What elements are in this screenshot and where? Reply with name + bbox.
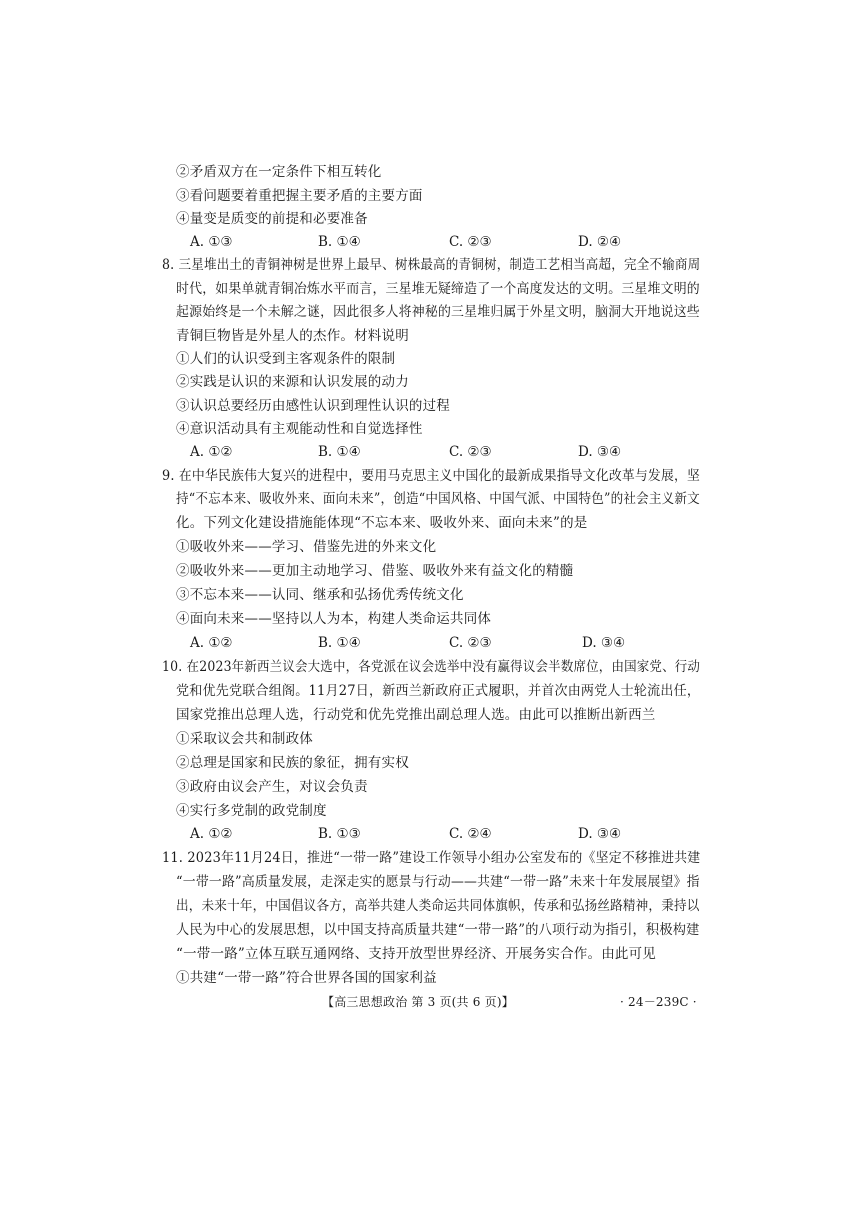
option-item-4: ④量变是质变的前提和必要准备 [176,211,368,227]
q8-stem-line: 起源始终是一个未解之谜，因此很多人将神秘的三星堆归属于外星文明，脑洞大开地说这些 [176,304,700,320]
q10-item: ④实行多党制的政党制度 [176,803,327,819]
q9-choice-d: D. ③④ [582,635,626,651]
q10-choice-d: D. ③④ [578,826,622,842]
q10-item: ②总理是国家和民族的象征，拥有实权 [176,755,409,771]
q8-choice-c: C. ②③ [449,444,492,460]
q9-item: ②吸收外来——更加主动地学习、借鉴、吸收外来有益文化的精髓 [176,563,574,579]
q11-stem-line: “一带一路”高质量发展，走深走实的愿景与行动——共建“一带一路”未来十年发展展望》指 [176,874,700,890]
option-item-2: ②矛盾双方在一定条件下相互转化 [176,164,382,180]
q8-choice-a: A. ①② [190,444,233,460]
choice-a: A. ①③ [190,234,233,250]
q10-item: ①采取议会共和制政体 [176,731,313,747]
q9-choice-a: A. ①② [190,635,233,651]
q11-stem-line: 人民为中心的发展思想，以中国支持高质量共建“一带一路”的八项行动为指引，积极构建 [176,922,700,938]
q11-stem-line: 11. 2023年11月24日，推进“一带一路”建设工作领导小组办公室发布的《坚定不移推进共建 [162,850,701,866]
option-item-3: ③看问题要着重把握主要矛盾的主要方面 [176,188,423,204]
choice-c: C. ②③ [449,234,492,250]
q11-item: ①共建“一带一路”符合世界各国的国家利益 [176,970,437,986]
q9-item: ①吸收外来——学习、借鉴先进的外来文化 [176,539,437,555]
page-footer-code: · 24－239C · [620,995,697,1009]
q8-choice-d: D. ③④ [578,444,622,460]
q9-choice-c: C. ②③ [449,635,492,651]
choice-b: B. ①④ [318,234,361,250]
q11-stem-line: “一带一路”立体互联互通网络、支持开放型世界经济、开展务实合作。由此可见 [176,946,657,962]
q11-stem-line: 出，未来十年，中国倡议各方，高举共建人类命运共同体旗帜，传承和弘扬丝路精神，秉持以 [176,898,700,914]
q10-stem-line: 国家党推出总理人选，行动党和优先党推出副总理人选。由此可以推断出新西兰 [176,707,656,723]
q10-choice-c: C. ②④ [449,826,492,842]
q9-item: ④面向未来——坚持以人为本，构建人类命运共同体 [176,611,492,627]
q10-choice-b: B. ①③ [318,826,361,842]
q9-stem-line: 9. 在中华民族伟大复兴的进程中，要用马克思主义中国化的最新成果指导文化改革与发展，坚 [162,468,701,484]
q8-item: ③认识总要经历由感性认识到理性认识的过程 [176,398,450,414]
q8-item: ①人们的认识受到主客观条件的限制 [176,351,396,367]
page-footer-title: 【高三思想政治 第 3 页(共 6 页)】 [322,995,514,1009]
q8-stem-line: 青铜巨物皆是外星人的杰作。材料说明 [176,328,409,344]
q10-stem-line: 党和优先党联合组阁。11月27日，新西兰新政府正式履职，并首次由两党人士轮流出任， [176,683,701,699]
q10-choice-a: A. ①② [190,826,233,842]
q8-stem-line: 8. 三星堆出土的青铜神树是世界上最早、树株最高的青铜树，制造工艺相当高超，完全不输商周 [162,257,701,273]
q8-item: ②实践是认识的来源和认识发展的动力 [176,374,409,390]
q8-choice-b: B. ①④ [318,444,361,460]
choice-d: D. ②④ [578,234,622,250]
q10-stem-line: 10. 在2023年新西兰议会大选中，各党派在议会选举中没有赢得议会半数席位，由国家党、行动 [162,659,701,675]
q10-item: ③政府由议会产生，对议会负责 [176,779,368,795]
q9-stem-line: 持“不忘本来、吸收外来、面向未来”，创造“中国风格、中国气派、中国特色”的社会主义新文 [176,491,700,507]
q8-item: ④意识活动具有主观能动性和自觉选择性 [176,421,423,437]
q9-item: ③不忘本来——认同、继承和弘扬优秀传统文化 [176,587,464,603]
q9-choice-b: B. ①④ [318,635,361,651]
q8-stem-line: 时代，如果单就青铜冶炼水平而言，三星堆无疑缔造了一个高度发达的文明。三星堆文明的 [176,281,700,297]
q9-stem-line: 化。下列文化建设措施能体现“不忘本来、吸收外来、面向未来”的是 [176,515,588,531]
